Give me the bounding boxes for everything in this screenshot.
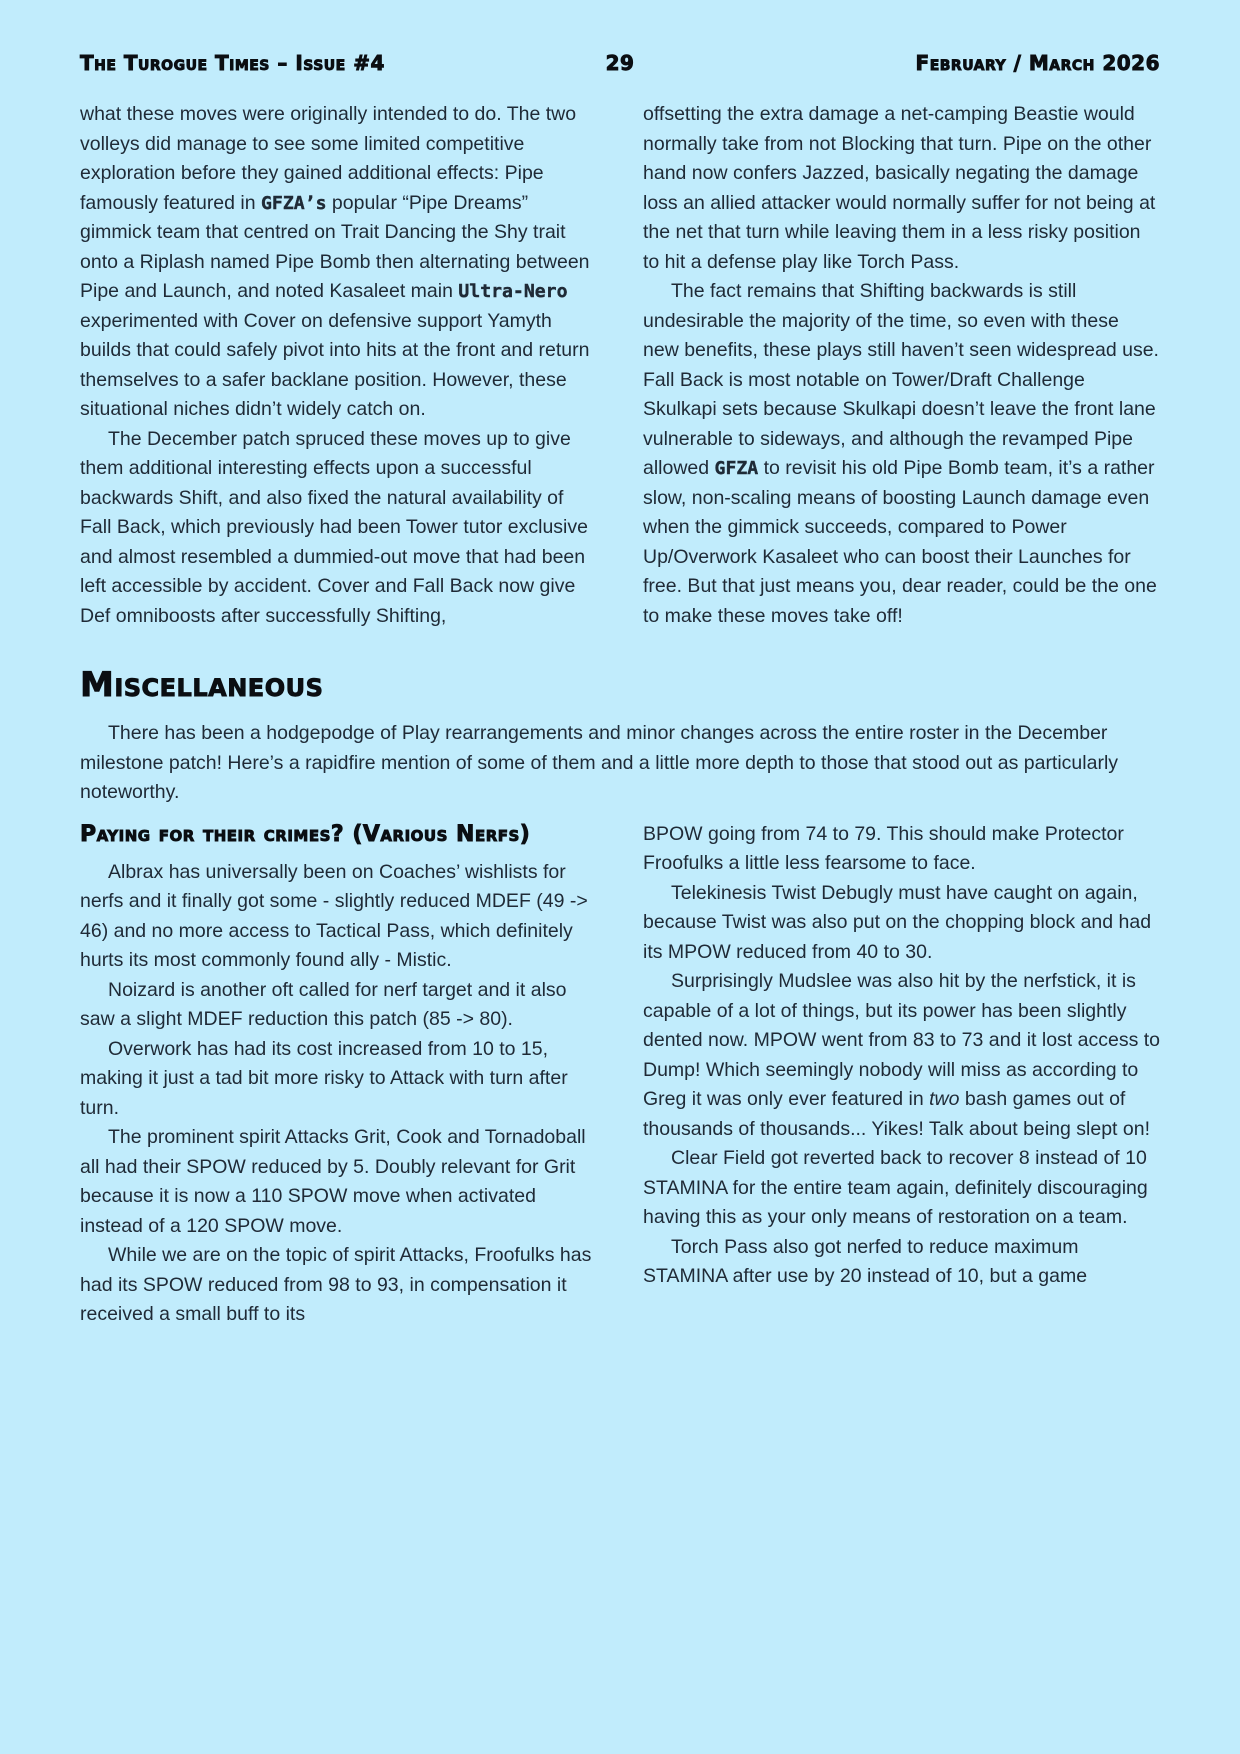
nerfs-left-column bbox=[80, 820, 597, 1330]
paragraph bbox=[80, 719, 1160, 808]
text-run: The December patch spruced these moves up to give them additional interesting effects upon a successful backwards Shift, and also fixed the natural availability of Fall Back, which previously had been Tower tutor exclusive and almost resembled a dummied-out move that had been left accessible by accident. Cover and Fall Back now give Def omniboosts after successfully Shifting, bbox=[80, 427, 588, 627]
misc-intro-paragraph bbox=[80, 719, 1160, 808]
nerfs-right-column bbox=[643, 820, 1160, 1330]
paragraph bbox=[643, 1144, 1160, 1233]
paragraph bbox=[643, 820, 1160, 879]
header-date: February / March 2026 bbox=[915, 51, 1160, 75]
paragraph bbox=[643, 879, 1160, 968]
paragraph bbox=[643, 277, 1160, 631]
section-heading-miscellaneous: Miscellaneous bbox=[80, 665, 324, 705]
text-run-brand: Ultra-Nero bbox=[458, 281, 568, 302]
text-run: Overwork has had its cost increased from 10 to 15, making it just a tad bit more risky to Attack with turn after turn. bbox=[80, 1037, 568, 1119]
paragraph bbox=[643, 967, 1160, 1144]
text-run-italic: two bbox=[929, 1088, 960, 1110]
paragraph bbox=[643, 1233, 1160, 1292]
text-run: Noizard is another oft called for nerf target and it also saw a slight MDEF reduction this patch (85 -> 80). bbox=[80, 978, 567, 1030]
text-run: BPOW going from 74 to 79. This should make Protector Froofulks a little less fearsome to face. bbox=[643, 822, 1124, 874]
text-run: offsetting the extra damage a net-camping Beastie would normally take from not Blocking that turn. Pipe on the other hand now confers Jazzed, basically negating the damage loss an allied attacker would normally suffer for not being at the net that turn while leaving them in a less risky position to hit a defense play like Torch Pass. bbox=[643, 103, 1156, 273]
text-run: bash games out of thousands of thousands... Yikes! Talk about being slept on! bbox=[643, 1088, 1150, 1140]
paragraph bbox=[80, 1123, 597, 1241]
text-run: The fact remains that Shifting backwards is still undesirable the majority of the time, so even with these new benefits, these plays still haven’t seen widespread use. Fall Back is most notable on Tower/Draft Challenge Skulkapi sets because Skulkapi doesn’t leave the front lane vulnerable to sideways, and although the revamped Pipe allowed bbox=[643, 280, 1159, 479]
text-run: Clear Field got reverted back to recover 8 instead of 10 STAMINA for the entire team again, definitely discouraging having this as your only means of restoration on a team. bbox=[643, 1147, 1148, 1228]
text-run-brand: GFZA’s bbox=[261, 192, 327, 214]
paragraph bbox=[80, 976, 597, 1035]
text-run-brand: GFZA bbox=[714, 458, 759, 479]
nerfs-columns bbox=[80, 820, 1160, 1330]
top-left-column bbox=[80, 100, 597, 631]
text-run: Surprisingly Mudslee was also hit by the nerfstick, it is capable of a lot of things, but its power has been slightly dented now. MPOW went from 83 to 73 and it lost access to Dump! Which seemingly nobody will miss as according to Greg it was only ever featured in bbox=[643, 970, 1161, 1110]
text-run: to revisit his old Pipe Bomb team, it’s a rather slow, non-scaling means of boosting Launch damage even when the gimmick succeeds, compared to Power Up/Overwork Kasaleet who can boost their Launches for free. But that just means you, dear reader, could be the one to make these moves take off! bbox=[643, 457, 1157, 627]
paragraph bbox=[643, 100, 1160, 277]
text-run: what these moves were originally intended to do. The two volleys did manage to see some limited competitive exploration before they gained additional effects: Pipe famously featured in bbox=[80, 103, 577, 214]
subsection-heading-various-nerfs: Paying for their crimes? (Various Nerfs) bbox=[80, 821, 531, 847]
text-run: While we are on the topic of spirit Attacks, Froofulks has had its SPOW reduced from 98 to 93, in compensation it received a small buff to its bbox=[80, 1244, 592, 1325]
text-run: The prominent spirit Attacks Grit, Cook and Tornadoball all had their SPOW reduced by 5. Doubly relevant for Grit because it is now a 110 SPOW move when activated instead of a 120 SPOW move. bbox=[80, 1126, 586, 1237]
top-right-column bbox=[643, 100, 1160, 631]
text-run: There has been a hodgepodge of Play rearrangements and minor changes across the entire roster in the December milestone patch! Here’s a rapidfire mention of some of them and a little more depth to those that stood out as particularly noteworthy. bbox=[80, 722, 1119, 803]
text-run: experimented with Cover on defensive support Yamyth builds that could safely pivot into hits at the front and return themselves to a safer backlane position. However, these situational niches didn’t widely catch on. bbox=[80, 309, 590, 420]
paragraph bbox=[80, 100, 597, 425]
paragraph bbox=[80, 425, 597, 632]
header-page-number: 29 bbox=[605, 51, 635, 75]
text-run: Torch Pass also got nerfed to reduce maximum STAMINA after use by 20 instead of 10, but a game bbox=[643, 1235, 1088, 1287]
text-run: Albrax has universally been on Coaches’ wishlists for nerfs and it finally got some - slightly reduced MDEF (49 -> 46) and no more access to Tactical Pass, which definitely hurts its most commonly found ally - Mistic. bbox=[80, 860, 588, 971]
paragraph bbox=[80, 1035, 597, 1124]
paragraph bbox=[80, 1241, 597, 1330]
text-run: popular “Pipe Dreams” gimmick team that centred on Trait Dancing the Shy trait onto a Riplash named Pipe Bomb then alternating between Pipe and Launch, and noted Kasaleet main bbox=[80, 191, 590, 302]
top-article-columns bbox=[80, 100, 1160, 631]
paragraph bbox=[80, 858, 597, 976]
text-run: Telekinesis Twist Debugly must have caught on again, because Twist was also put on the chopping block and had its MPOW reduced from 40 to 30. bbox=[643, 881, 1152, 963]
nerfs-left-paragraphs bbox=[80, 858, 597, 1330]
header-issue-title: The Turogue Times – Issue #4 bbox=[80, 51, 385, 75]
page-header bbox=[80, 52, 1160, 74]
